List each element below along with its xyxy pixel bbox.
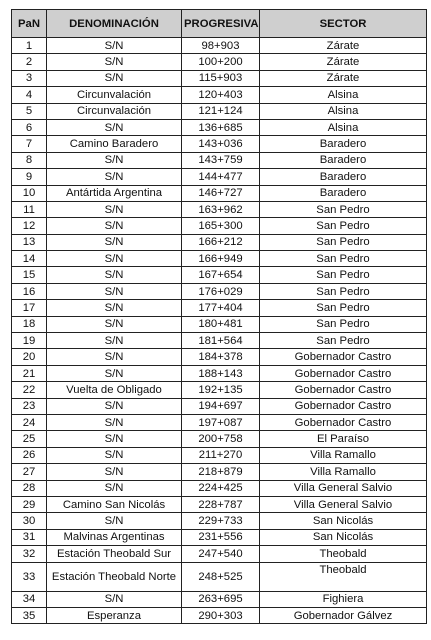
cell-progresiva: 218+879 [182,464,260,480]
cell-pan: 13 [12,234,47,250]
cell-pan: 17 [12,300,47,316]
table-row [12,480,427,496]
cell-progresiva: 177+404 [182,300,260,316]
cell-sector: Theobald [260,562,427,591]
cell-progresiva: 115+903 [182,70,260,86]
cell-pan: 9 [12,169,47,185]
cell-denominacion: S/N [47,201,182,217]
cell-sector: Zárate [260,38,427,54]
header-denominacion: DENOMINACIÓN [47,10,182,38]
cell-pan: 18 [12,316,47,332]
cell-denominacion: Estación Theobald Norte [47,562,182,591]
cell-progresiva: 143+036 [182,136,260,152]
cell-pan: 10 [12,185,47,201]
header-pan: PaN [12,10,47,38]
cell-pan: 12 [12,218,47,234]
header-progresiva: PROGRESIVA [182,10,260,38]
cell-pan: 4 [12,87,47,103]
cell-sector: Gobernador Castro [260,398,427,414]
cell-denominacion: Camino San Nicolás [47,496,182,512]
cell-pan: 2 [12,54,47,70]
cell-pan: 26 [12,447,47,463]
cell-sector: San Pedro [260,201,427,217]
cell-sector: Zárate [260,54,427,70]
cell-pan: 25 [12,431,47,447]
cell-sector: El Paraíso [260,431,427,447]
cell-pan: 16 [12,283,47,299]
cell-denominacion: Esperanza [47,607,182,623]
table-row [12,283,427,299]
table-row [12,136,427,152]
cell-pan: 32 [12,546,47,562]
cell-sector: San Pedro [260,218,427,234]
cell-denominacion: Estación Theobald Sur [47,546,182,562]
cell-pan: 3 [12,70,47,86]
cell-progresiva: 248+525 [182,562,260,591]
cell-pan: 35 [12,607,47,623]
cell-sector: Villa General Salvio [260,496,427,512]
cell-pan: 24 [12,414,47,430]
cell-progresiva: 167+654 [182,267,260,283]
cell-progresiva: 228+787 [182,496,260,512]
cell-pan: 20 [12,349,47,365]
cell-sector: San Nicolás [260,529,427,545]
cell-denominacion: S/N [47,480,182,496]
cell-progresiva: 229+733 [182,513,260,529]
table-row [12,234,427,250]
cell-progresiva: 188+143 [182,365,260,381]
cell-progresiva: 165+300 [182,218,260,234]
table-row [12,333,427,349]
table-row [12,201,427,217]
table-row [12,119,427,135]
cell-denominacion: S/N [47,333,182,349]
cell-sector: Gobernador Castro [260,365,427,381]
cell-sector: San Nicolás [260,513,427,529]
cell-progresiva: 197+087 [182,414,260,430]
cell-progresiva: 192+135 [182,382,260,398]
cell-pan: 34 [12,591,47,607]
cell-denominacion: S/N [47,169,182,185]
table-row [12,185,427,201]
table-row [12,103,427,119]
table-row [12,431,427,447]
cell-pan: 7 [12,136,47,152]
cell-progresiva: 120+403 [182,87,260,103]
cell-sector: Baradero [260,136,427,152]
table-row [12,152,427,168]
cell-denominacion: S/N [47,431,182,447]
cell-progresiva: 121+124 [182,103,260,119]
cell-denominacion: S/N [47,218,182,234]
table-row [12,169,427,185]
cell-pan: 11 [12,201,47,217]
cell-denominacion: S/N [47,591,182,607]
cell-progresiva: 184+378 [182,349,260,365]
cell-denominacion: Vuelta de Obligado [47,382,182,398]
cell-denominacion: Camino Baradero [47,136,182,152]
cell-sector: Villa General Salvio [260,480,427,496]
table-row [12,300,427,316]
cell-progresiva: 100+200 [182,54,260,70]
cell-pan: 21 [12,365,47,381]
cell-denominacion: Circunvalación [47,87,182,103]
cell-sector: Villa Ramallo [260,447,427,463]
cell-sector: Gobernador Castro [260,382,427,398]
table-row [12,513,427,529]
cell-sector: Alsina [260,87,427,103]
cell-sector: Villa Ramallo [260,464,427,480]
cell-pan: 22 [12,382,47,398]
cell-sector: Theobald [260,546,427,562]
cell-denominacion: S/N [47,38,182,54]
cell-sector: San Pedro [260,283,427,299]
table-row [12,414,427,430]
cell-sector: San Pedro [260,267,427,283]
cell-progresiva: 224+425 [182,480,260,496]
cell-progresiva: 144+477 [182,169,260,185]
table-row [12,87,427,103]
cell-pan: 5 [12,103,47,119]
cell-progresiva: 231+556 [182,529,260,545]
cell-denominacion: S/N [47,119,182,135]
cell-pan: 29 [12,496,47,512]
cell-sector: Fighiera [260,591,427,607]
cell-pan: 14 [12,251,47,267]
table-row [12,316,427,332]
table-row [12,70,427,86]
cell-sector: Zárate [260,70,427,86]
table-row [12,529,427,545]
cell-sector: Gobernador Castro [260,414,427,430]
cell-denominacion: S/N [47,414,182,430]
cell-progresiva: 136+685 [182,119,260,135]
cell-sector: Alsina [260,103,427,119]
cell-progresiva: 181+564 [182,333,260,349]
cell-progresiva: 194+697 [182,398,260,414]
cell-denominacion: S/N [47,398,182,414]
table-row [12,546,427,562]
crossings-table [11,9,427,624]
cell-progresiva: 176+029 [182,283,260,299]
cell-progresiva: 200+758 [182,431,260,447]
cell-sector: San Pedro [260,300,427,316]
table-row [12,398,427,414]
cell-progresiva: 180+481 [182,316,260,332]
cell-sector: Gobernador Castro [260,349,427,365]
table-row [12,54,427,70]
cell-denominacion: S/N [47,234,182,250]
cell-denominacion: S/N [47,365,182,381]
cell-progresiva: 247+540 [182,546,260,562]
table-row [12,496,427,512]
cell-progresiva: 211+270 [182,447,260,463]
table-row [12,591,427,607]
cell-pan: 19 [12,333,47,349]
cell-sector: San Pedro [260,333,427,349]
cell-progresiva: 263+695 [182,591,260,607]
cell-denominacion: S/N [47,70,182,86]
cell-denominacion: S/N [47,300,182,316]
cell-pan: 31 [12,529,47,545]
cell-pan: 23 [12,398,47,414]
cell-progresiva: 143+759 [182,152,260,168]
cell-pan: 28 [12,480,47,496]
cell-denominacion: S/N [47,283,182,299]
table-body [12,38,427,624]
cell-sector: San Pedro [260,316,427,332]
cell-denominacion: S/N [47,152,182,168]
table-row [12,349,427,365]
cell-pan: 8 [12,152,47,168]
cell-denominacion: S/N [47,349,182,365]
table-row [12,267,427,283]
cell-denominacion: S/N [47,267,182,283]
cell-denominacion: S/N [47,513,182,529]
cell-denominacion: S/N [47,54,182,70]
cell-pan: 30 [12,513,47,529]
cell-sector: San Pedro [260,251,427,267]
table-row [12,251,427,267]
cell-sector: Alsina [260,119,427,135]
table-row [12,607,427,623]
cell-pan: 33 [12,562,47,591]
cell-denominacion: S/N [47,251,182,267]
table-row [12,562,427,591]
header-row [12,10,427,38]
cell-denominacion: S/N [47,464,182,480]
cell-sector: Baradero [260,185,427,201]
cell-denominacion: Antártida Argentina [47,185,182,201]
table-row [12,464,427,480]
table-row [12,382,427,398]
header-sector: SECTOR [260,10,427,38]
cell-progresiva: 146+727 [182,185,260,201]
cell-pan: 1 [12,38,47,54]
table-row [12,218,427,234]
cell-progresiva: 166+949 [182,251,260,267]
cell-progresiva: 166+212 [182,234,260,250]
cell-sector: San Pedro [260,234,427,250]
cell-denominacion: S/N [47,316,182,332]
cell-sector: Gobernador Gálvez [260,607,427,623]
cell-sector: Baradero [260,152,427,168]
cell-denominacion: Circunvalación [47,103,182,119]
table-row [12,447,427,463]
cell-pan: 15 [12,267,47,283]
cell-denominacion: S/N [47,447,182,463]
cell-pan: 6 [12,119,47,135]
cell-progresiva: 290+303 [182,607,260,623]
cell-progresiva: 98+903 [182,38,260,54]
cell-pan: 27 [12,464,47,480]
cell-progresiva: 163+962 [182,201,260,217]
cell-sector: Baradero [260,169,427,185]
cell-denominacion: Malvinas Argentinas [47,529,182,545]
table-row [12,38,427,54]
table-row [12,365,427,381]
